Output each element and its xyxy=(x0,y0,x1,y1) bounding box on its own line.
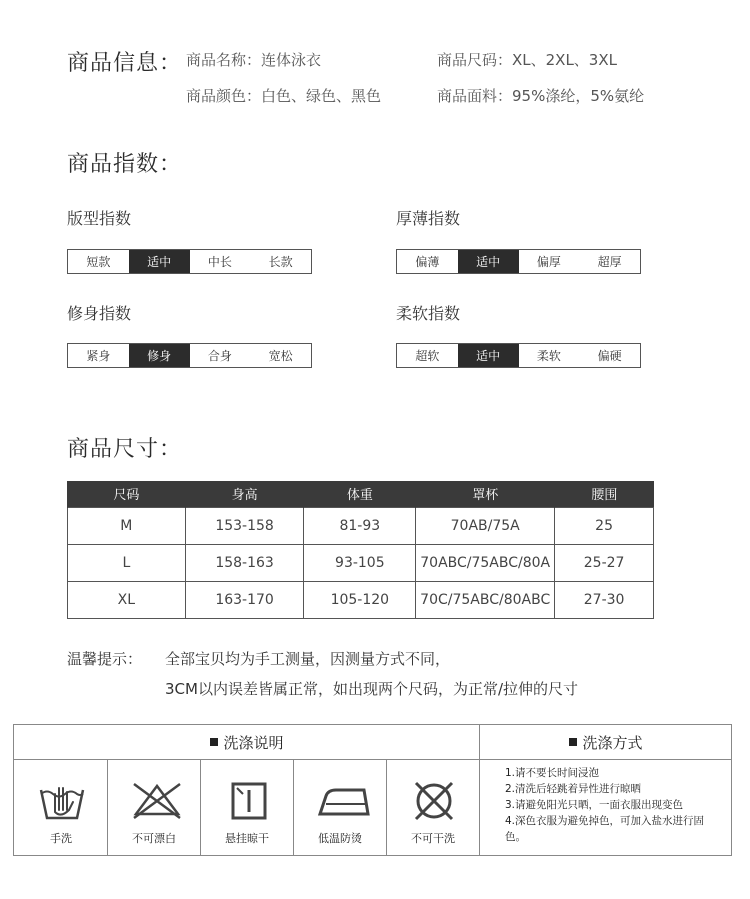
care-item-no-bleach xyxy=(108,760,200,856)
softness-option: 偏硬 xyxy=(597,349,622,363)
washing-notes xyxy=(505,765,725,845)
fit-index-title: 版型指数 xyxy=(67,209,132,228)
table-cell: 25-27 xyxy=(555,544,654,581)
size-table xyxy=(67,481,654,619)
no-dry-clean-icon xyxy=(409,780,459,822)
hang-dry-icon xyxy=(223,780,273,822)
table-cell: 70C/75ABC/80ABC xyxy=(416,581,555,618)
table-row xyxy=(68,507,654,544)
washing-method-title: 洗涤方式 xyxy=(582,733,643,752)
softness-option: 柔软 xyxy=(536,349,561,363)
column-header: 罩杯 xyxy=(416,481,555,507)
product-name: 商品名称：连体泳衣 xyxy=(186,51,322,69)
softness-option-selected: 适中 xyxy=(458,344,519,367)
washing-instructions-title: 洗涤说明 xyxy=(223,733,284,752)
square-bullet-icon xyxy=(569,738,577,746)
care-label: 手洗 xyxy=(50,832,72,845)
washing-note: 1.请不要长时间浸泡 xyxy=(505,767,600,779)
slim-option: 宽松 xyxy=(268,349,293,363)
care-item-hand-wash xyxy=(15,760,107,856)
column-header: 尺码 xyxy=(68,481,186,507)
care-item-no-dry-clean xyxy=(387,760,479,856)
product-fabric: 商品面料：95%涤纶，5%氨纶 xyxy=(437,87,645,105)
size-table-header xyxy=(68,481,654,507)
column-header: 腰围 xyxy=(555,481,654,507)
fit-option: 短款 xyxy=(86,255,111,269)
table-cell: XL xyxy=(68,581,186,618)
slim-option: 紧身 xyxy=(86,349,111,363)
tip-line-2: 3CM以内误差皆属正常，如出现两个尺码，为正常/拉伸的尺寸 xyxy=(165,680,579,698)
care-item-low-iron xyxy=(294,760,386,856)
table-cell: 81-93 xyxy=(304,507,416,544)
no-bleach-icon xyxy=(130,780,184,820)
product-info-heading: 商品信息： xyxy=(67,51,183,76)
slim-option: 合身 xyxy=(207,349,232,363)
low-iron-icon xyxy=(316,780,372,820)
table-cell: 70AB/75A xyxy=(416,507,555,544)
tip-line-1: 全部宝贝均为手工测量，因测量方式不同， xyxy=(165,650,451,668)
table-cell: 158-163 xyxy=(185,544,304,581)
care-label: 低温防烫 xyxy=(318,832,362,845)
fit-option: 中长 xyxy=(207,255,232,269)
washing-note: 4.深色衣服为避免掉色，可加入盐水进行固色。 xyxy=(505,815,705,843)
thickness-index-scale xyxy=(396,249,641,274)
table-cell: M xyxy=(68,507,186,544)
product-color: 商品颜色：白色、绿色、黑色 xyxy=(186,87,382,105)
table-cell: L xyxy=(68,544,186,581)
table-row xyxy=(68,581,654,618)
washing-note: 3.请避免阳光只晒，一面衣服出现变色 xyxy=(505,799,684,811)
fit-option: 长款 xyxy=(268,255,293,269)
slim-option-selected: 修身 xyxy=(129,344,190,367)
washing-instructions-header xyxy=(14,725,480,759)
thickness-option: 超厚 xyxy=(597,255,622,269)
fit-index-scale xyxy=(67,249,312,274)
square-bullet-icon xyxy=(210,738,218,746)
thickness-option: 偏薄 xyxy=(415,255,440,269)
thickness-option: 偏厚 xyxy=(536,255,561,269)
hand-wash-icon xyxy=(37,780,87,822)
table-cell: 163-170 xyxy=(185,581,304,618)
table-cell: 70ABC/75ABC/80A xyxy=(416,544,555,581)
thickness-option-selected: 适中 xyxy=(458,250,519,273)
column-header: 身高 xyxy=(185,481,304,507)
section-divider xyxy=(479,725,480,855)
indices-heading: 商品指数： xyxy=(67,152,183,177)
column-header: 体重 xyxy=(304,481,416,507)
table-row xyxy=(68,544,654,581)
table-cell: 27-30 xyxy=(555,581,654,618)
table-cell: 105-120 xyxy=(304,581,416,618)
washing-note: 2.清洗后轻跳着异性进行晾晒 xyxy=(505,783,642,795)
care-label: 不可漂白 xyxy=(132,832,176,845)
tip-label: 温馨提示： xyxy=(67,650,143,668)
product-size: 商品尺码：XL、2XL、3XL xyxy=(437,51,617,69)
softness-index-title: 柔软指数 xyxy=(396,304,461,323)
softness-option: 超软 xyxy=(415,349,440,363)
care-item-hang-dry xyxy=(201,760,293,856)
care-label: 不可干洗 xyxy=(411,832,455,845)
slim-index-scale xyxy=(67,343,312,368)
fit-option-selected: 适中 xyxy=(129,250,190,273)
slim-index-title: 修身指数 xyxy=(67,304,132,323)
softness-index-scale xyxy=(396,343,641,368)
table-cell: 25 xyxy=(555,507,654,544)
size-heading: 商品尺寸： xyxy=(67,437,183,462)
table-cell: 153-158 xyxy=(185,507,304,544)
table-cell: 93-105 xyxy=(304,544,416,581)
care-label: 悬挂晾干 xyxy=(225,832,269,845)
washing-method-header xyxy=(480,725,732,759)
thickness-index-title: 厚薄指数 xyxy=(396,209,461,228)
